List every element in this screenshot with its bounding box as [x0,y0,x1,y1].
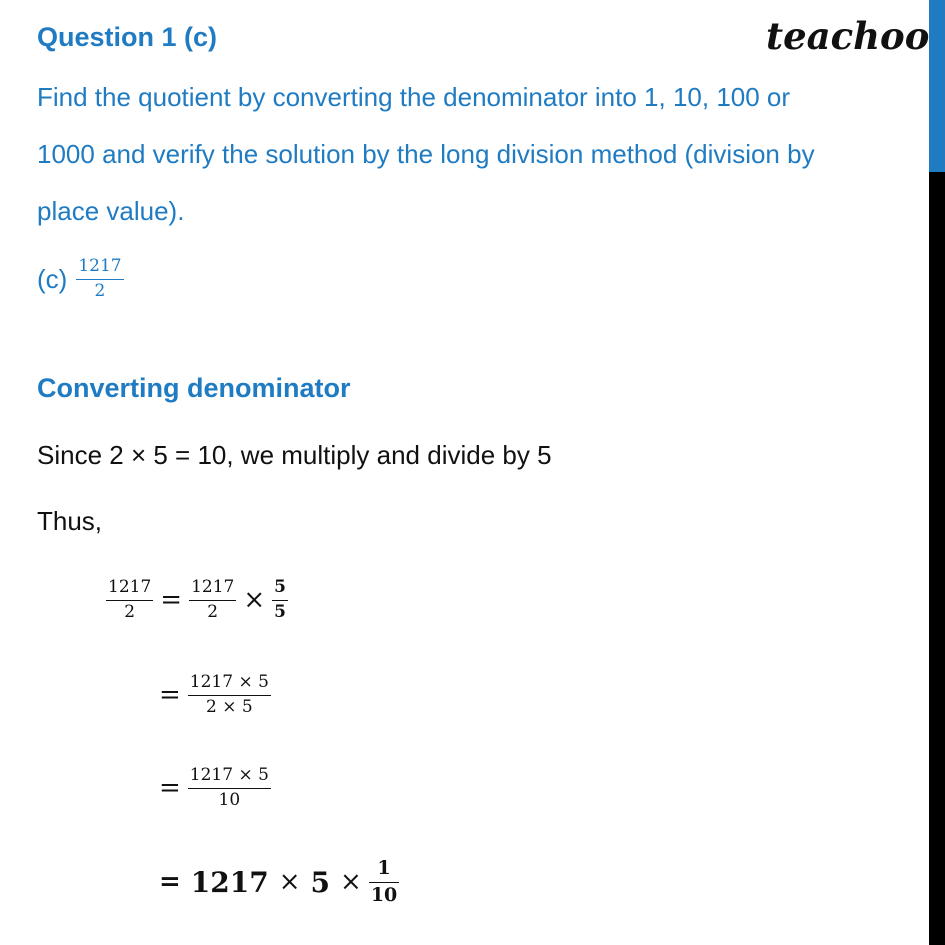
step4-equals: = [159,867,181,898]
thus-text: Thus, [37,506,103,536]
step1-rhs-den: 2 [207,601,219,622]
step1-lhs-den: 2 [124,601,136,622]
question-title: Question 1 (c) [37,22,218,52]
step-2 [155,673,274,717]
step3-den: 10 [218,789,241,810]
step4-den: 10 [370,883,398,906]
step-3 [155,766,274,810]
step-1 [103,578,291,622]
step3-equals: = [159,773,181,804]
teachoo-logo: teachoo [766,14,930,58]
step1-lhs-num: 1217 [108,577,152,597]
part-denominator: 2 [94,280,106,301]
step1-equals: = [160,585,183,616]
part-numerator: 1217 [78,256,122,276]
explanation-text: Since 2 × 5 = 10, we multiply and divide by 5 [37,440,552,470]
step3-fraction [188,766,271,810]
step1-lhs-fraction [106,578,153,622]
step-4 [155,858,402,907]
step1-rhs-num: 1217 [191,577,235,597]
step4-value-1217: 1217 [190,865,269,899]
step4-times-2: × [340,867,362,898]
step1-mul-den: 5 [274,601,286,622]
step1-multiplier-fraction [272,578,288,622]
question-line-2: 1000 and verify the solution by the long division method (division by [37,139,815,169]
part-fraction [76,257,123,301]
step2-fraction [188,673,271,717]
step1-times: × [243,585,266,616]
section-title: Converting denominator [37,373,351,403]
step4-value-5: 5 [310,865,331,899]
right-edge-bar [929,0,945,945]
step3-num: 1217 × 5 [189,765,269,785]
step1-rhs-fraction [189,578,236,622]
step4-num: 1 [377,857,391,879]
step2-equals: = [159,680,181,711]
step4-fraction [369,858,399,907]
question-line-1: Find the quotient by converting the denominator into 1, 10, 100 or [37,82,791,112]
step2-num: 1217 × 5 [189,672,269,692]
right-edge-accent [929,0,945,172]
step2-den: 2 × 5 [206,696,253,717]
question-line-3: place value). [37,196,185,226]
part-label: (c) [37,263,68,294]
step1-mul-num: 5 [274,577,286,597]
question-part [37,257,127,301]
step4-times-1: × [278,867,301,898]
